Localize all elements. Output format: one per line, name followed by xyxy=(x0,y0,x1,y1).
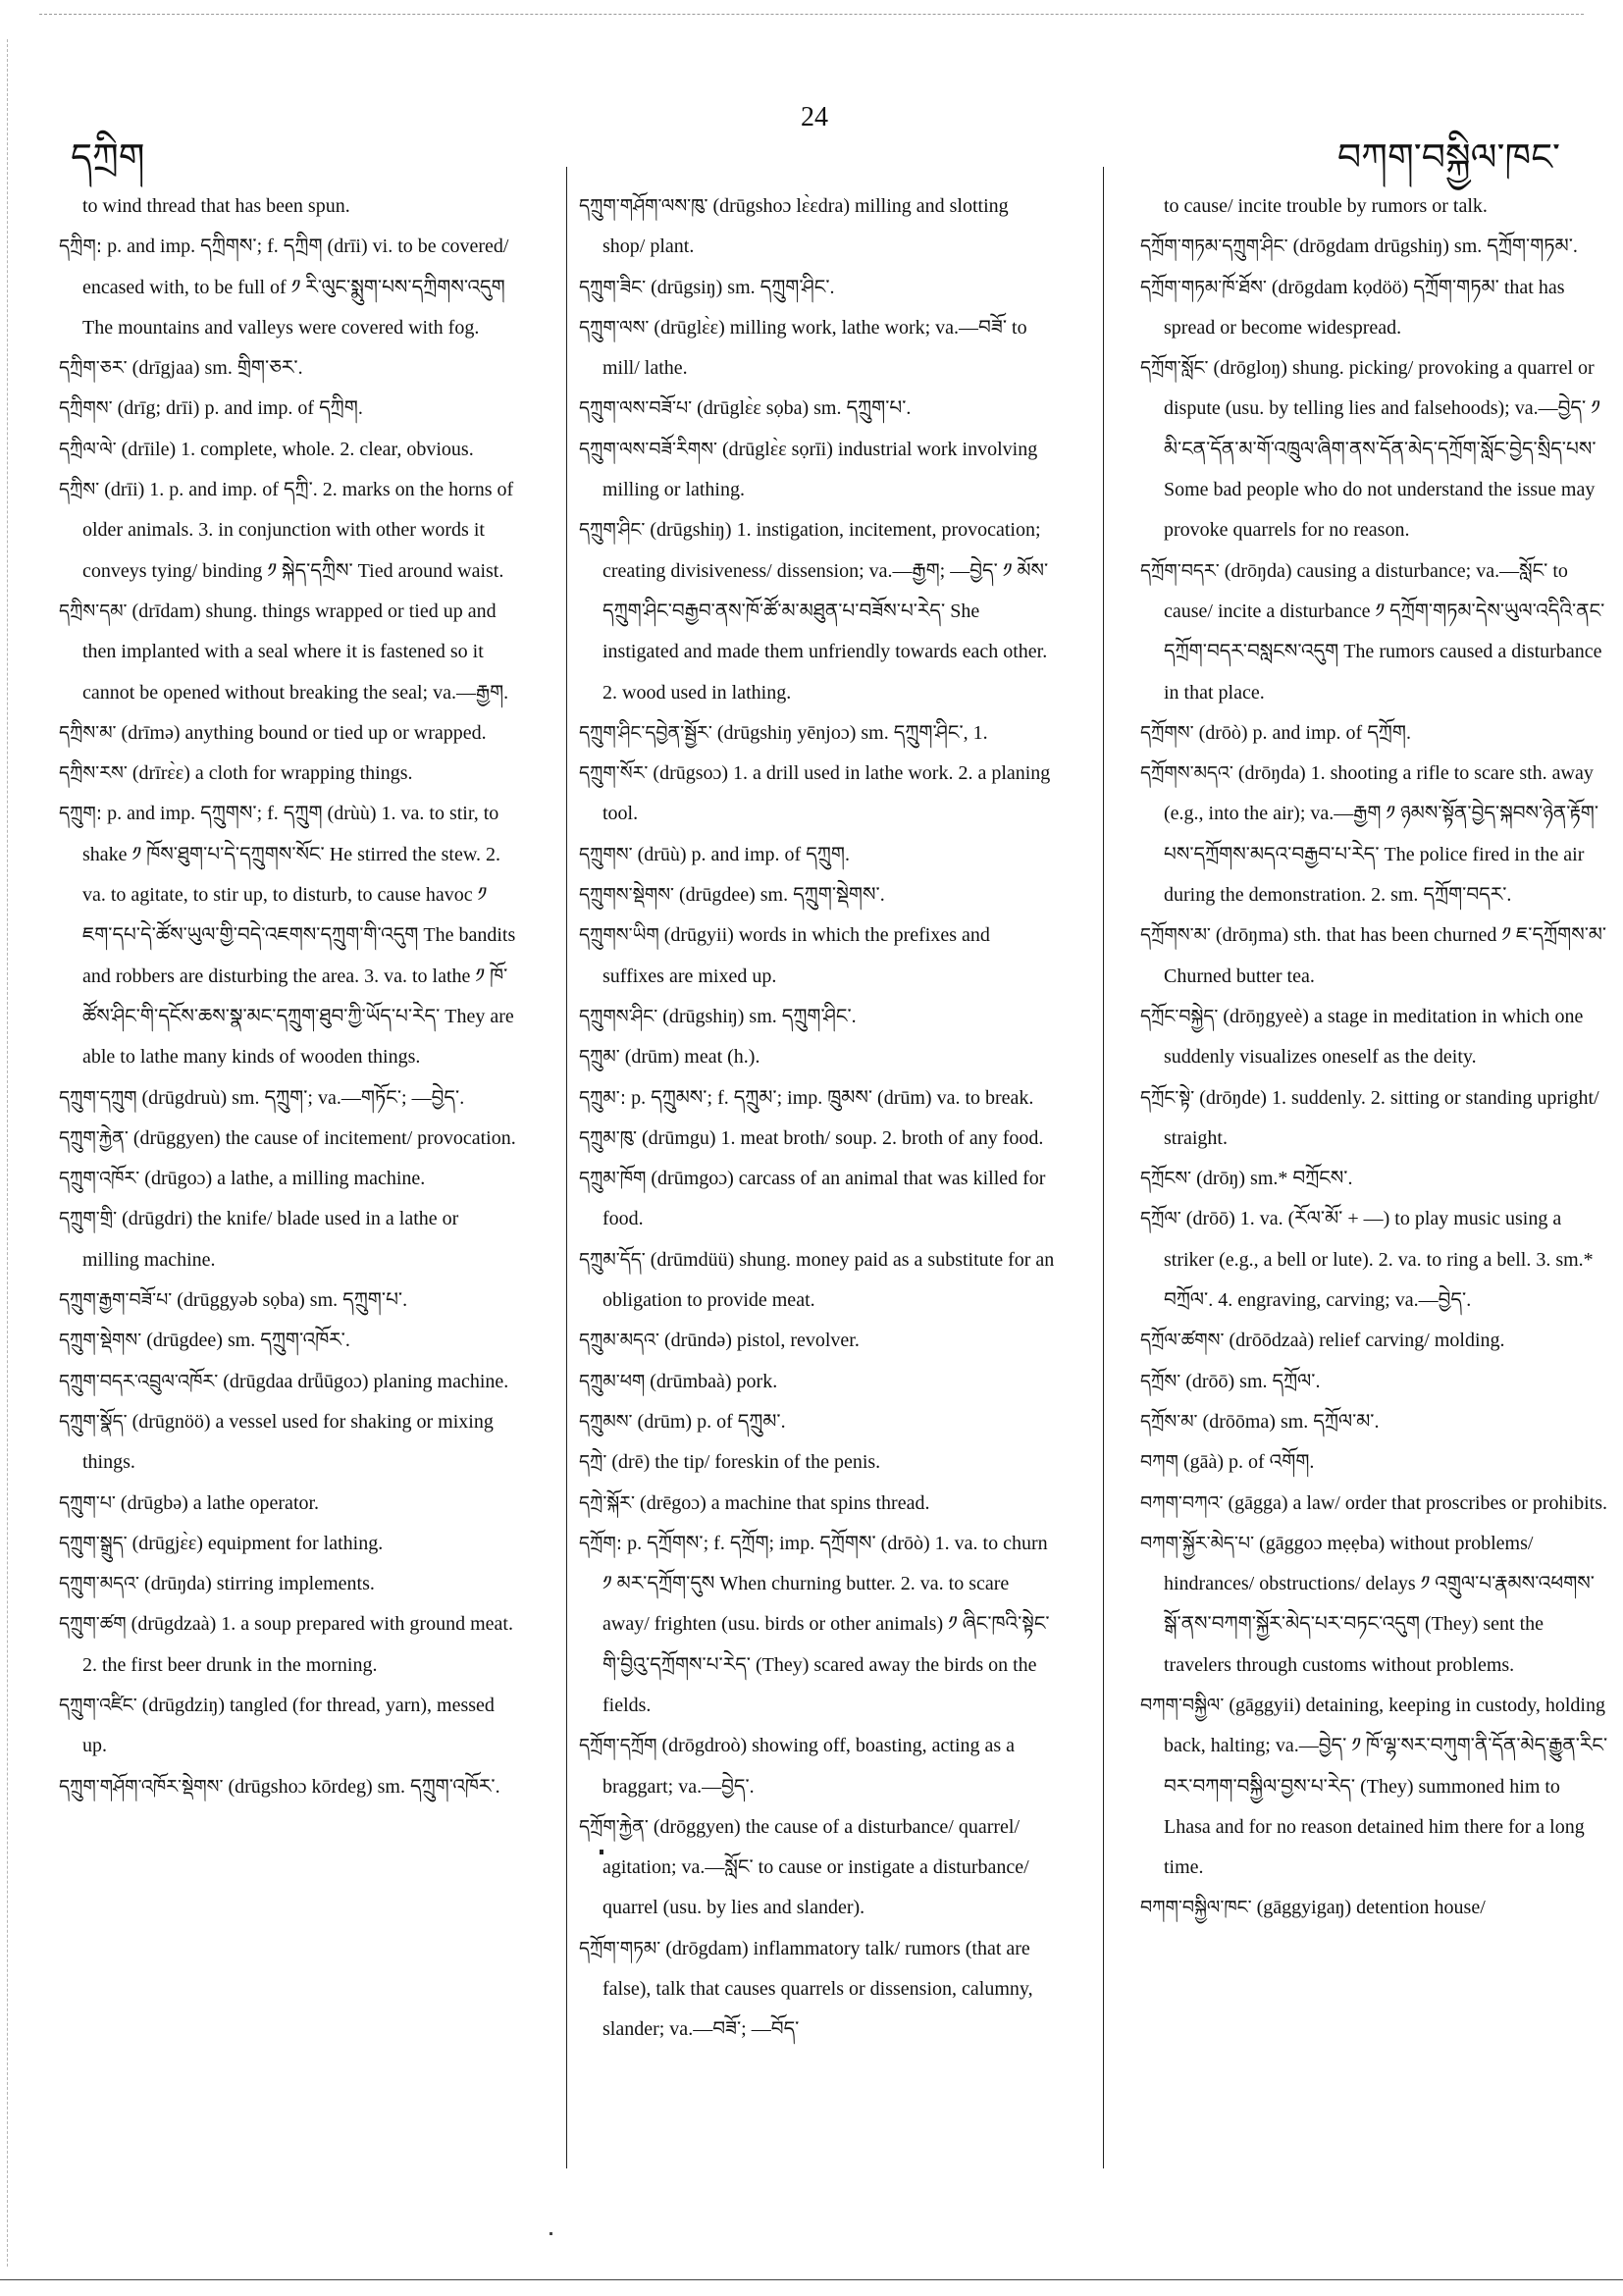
dictionary-entry xyxy=(579,1362,1055,1402)
definition-text: (drīi) 1. p. and imp. of དཀྲི་. 2. marks on the horns of older animals. 3. in conjunction with other words it conveys tying/ binding ༡ སྐེད་དཀྲིས་ Tied around waist. xyxy=(82,479,514,582)
dictionary-entry xyxy=(579,1726,1055,1807)
headword: དཀྲིག: xyxy=(59,235,103,258)
headword: དཀྲིས་རས་ xyxy=(59,762,128,785)
headword: དཀྲིས་དམ་ xyxy=(59,600,128,622)
definition-text: (drūgdruù) sm. དཀྲུག་; va.—གཏོང་; —བྱེད་. xyxy=(141,1086,465,1109)
dictionary-entry xyxy=(59,348,520,389)
headword: དཀྲུག་འཛིང་ xyxy=(59,1694,137,1716)
definition-text: (drōōma) sm. དཀྲོལ་མ་. xyxy=(1202,1410,1380,1433)
dictionary-entry xyxy=(579,510,1055,712)
dictionary-entry xyxy=(579,1484,1055,1524)
dictionary-entry xyxy=(59,1119,520,1159)
dictionary-entry xyxy=(59,794,520,1077)
definition-text: (drūgsiŋ) sm. དཀྲུག་ཤིང་. xyxy=(651,276,835,298)
headword: དཀྲུག་མདའ་ xyxy=(59,1573,140,1595)
dictionary-entry xyxy=(59,470,520,592)
definition-text: (drūŋda) stirring implements. xyxy=(144,1573,375,1595)
headword: བཀག་བཀའ་ xyxy=(1140,1491,1224,1514)
headword: དཀྲུག་ལས་བཟོ་རིགས་ xyxy=(579,438,717,460)
column-divider xyxy=(566,167,567,2168)
headword: དཀྲུམ་ xyxy=(579,1046,620,1069)
dictionary-entry xyxy=(579,754,1055,835)
dictionary-entry xyxy=(579,1159,1055,1240)
definition-text: (drūgdee) sm. དཀྲུག་སྡེགས་. xyxy=(679,884,885,907)
headword: དཀྲུག་པ་ xyxy=(59,1491,116,1514)
dictionary-entry xyxy=(1140,1078,1611,1160)
headword: དཀྲོག་བདར་ xyxy=(1140,559,1220,582)
dictionary-column-1 xyxy=(59,186,520,1807)
definition-text: (drūgshiŋ) 1. instigation, incitement, provocation; creating divisiveness/ dissension; va.—རྒྱག; —བྱེད་ ༡ མོས་དཀྲུག་ཤིང་བརྒྱབ་ནས་ཁོ་ཚོ་མ་མཐུན་པ་བཟོས་པ་རེད་ She instigated and made them unfriendly towards each other. 2. wood used in lathing. xyxy=(602,519,1049,704)
dictionary-entry xyxy=(1140,1686,1611,1888)
dictionary-entry xyxy=(579,1119,1055,1159)
dictionary-entry xyxy=(1140,268,1611,349)
dictionary-entry xyxy=(1140,1199,1611,1321)
headword: དཀྲུམ་ཁུ་ xyxy=(579,1126,637,1149)
headword: དཀྲུགས་ཡིག xyxy=(579,924,659,947)
dictionary-entry xyxy=(579,1929,1055,2051)
headword: དཀྲུགས་ xyxy=(579,843,633,865)
definition-text: (drūgnöö) a vessel used for shaking or mixing things. xyxy=(82,1410,494,1474)
headword: དཀྲོག་གཏམ་དཀྲུག་ཤིང་ xyxy=(1140,235,1288,258)
headword: དཀྲོག་སློང་ xyxy=(1140,357,1209,380)
definition-text: (drūù) p. and imp. of དཀྲུག. xyxy=(637,843,850,865)
definition-text: (drūgdaa drǖūgoɔ) planing machine. xyxy=(223,1370,509,1392)
definition-text: (drēgoɔ) a machine that spins thread. xyxy=(640,1491,930,1514)
headword: དཀྲོས་ xyxy=(1140,1370,1181,1392)
definition-text: (drūmbaà) pork. xyxy=(650,1370,778,1392)
dictionary-entry xyxy=(59,1484,520,1524)
definition-text: (drūglɛ̀ɛ sọba) sm. དཀྲུག་པ་. xyxy=(697,397,912,420)
dictionary-entry xyxy=(1140,227,1611,267)
headword: དཀྲུག་སྣོད་ xyxy=(59,1410,128,1433)
dictionary-entry xyxy=(579,1442,1055,1483)
headword: དཀྲོས་མ་ xyxy=(1140,1410,1198,1433)
headword: དཀྲོལ་ xyxy=(1140,1208,1181,1230)
headword: དཀྲོག: xyxy=(579,1532,623,1554)
headword: དཀྲུག་འཁོར་ xyxy=(59,1168,140,1190)
definition-text: (drīgjaa) sm. གྲིག་ཅར་. xyxy=(131,357,303,380)
headword: དཀྲོག་དཀྲོག xyxy=(579,1735,657,1757)
headword: དཀྲིས་མ་ xyxy=(59,721,117,744)
column-divider xyxy=(1103,167,1104,2168)
dictionary-entry xyxy=(1140,754,1611,915)
dictionary-entry xyxy=(579,1402,1055,1442)
definition-text: (drīmə) anything bound or tied up or wrapped. xyxy=(121,721,487,744)
dictionary-entry xyxy=(59,227,520,348)
headword: དཀྲོངས་ xyxy=(1140,1168,1192,1190)
definition-text: (drūgshoɔ kōrdeg) sm. དཀྲུག་འཁོར་. xyxy=(228,1775,500,1798)
headword: དཀྲོལ་ཚགས་ xyxy=(1140,1330,1225,1352)
definition-text: (gāà) p. of འགོག. xyxy=(1182,1451,1315,1474)
headword: དཀྲོག་གཏམ་ xyxy=(579,1937,661,1959)
headword: དཀྲོགས་མ་ xyxy=(1140,924,1211,947)
dictionary-entry xyxy=(1140,1442,1611,1483)
headword: དཀྲིལ་ལེ་ xyxy=(59,438,117,460)
definition-text: (drūggyəb sọba) sm. དཀྲུག་པ་. xyxy=(177,1289,408,1312)
dictionary-entry xyxy=(579,1807,1055,1929)
headword: དཀྲུམ་ཕག xyxy=(579,1370,646,1392)
dictionary-entry xyxy=(579,915,1055,997)
definition-text: (gāggyii) detaining, keeping in custody, holding back, halting; va.—བྱེད་ ༡ ཁོ་ལྷ་སར་བཀུག་ནི་དོན་མེད་རྒྱུན་རིང་བར་བཀག་བསྐྱིལ་བྱས་པ་རེད་ (They) summoned him to Lhasa and for no reason detained him there for a long time. xyxy=(1164,1694,1608,1879)
dictionary-entry xyxy=(59,1767,520,1807)
definition-text: (drōŋda) causing a disturbance; va.—སློང་ to cause/ incite a disturbance ༡ དཀྲོག་གཏམ་དེས་ཡུལ་འདིའི་ནང་དཀྲོག་བདར་བསླངས་འདུག The rumors caused a disturbance in that place. xyxy=(1164,559,1605,704)
page-top-rule xyxy=(39,14,1584,15)
headword: དཀྲུག་ཟིང་ xyxy=(579,276,647,298)
dictionary-entry xyxy=(579,1037,1055,1077)
dictionary-entry xyxy=(579,875,1055,915)
dictionary-entry xyxy=(579,186,1055,268)
headword: དཀྲུམ་ཁོག xyxy=(579,1168,647,1190)
headword: དཀྲུག་གྲི་ xyxy=(59,1208,118,1230)
definition-text: (drōgdam drūgshiŋ) sm. དཀྲོག་གཏམ་. xyxy=(1292,235,1578,258)
dictionary-entry xyxy=(59,1159,520,1199)
headword: དཀྲུམ་དོད་ xyxy=(579,1248,646,1271)
definition-text: (drūm) meat (h.). xyxy=(624,1046,760,1069)
definition-text: (drūglɛ̀ɛ sọrīi) industrial work involving milling or lathing. xyxy=(602,438,1038,501)
headword: དཀྲུག་སྒྲུད་ xyxy=(59,1532,128,1554)
dictionary-entry xyxy=(579,1524,1055,1726)
headword: དཀྲུག་དཀྲུག xyxy=(59,1086,137,1109)
dictionary-entry xyxy=(579,997,1055,1037)
headword: དཀྲེ་ xyxy=(579,1451,607,1474)
definition-text: (drūggyen) the cause of incitement/ provocation. xyxy=(132,1126,516,1149)
definition-text: (drē) the tip/ foreskin of the penis. xyxy=(611,1451,881,1474)
definition-text: (drōŋda) 1. shooting a rifle to scare sth. away (e.g., into the air); va.—རྒྱག ༡ ཉམས་སྟོན་བྱེད་སྐབས་ཉེན་རྟོག་པས་དཀྲོགས་མདའ་བརྒྱབ་པ་རེད་ The police fired in the air during the demonstration. 2. sm. དཀྲོག་བདར་. xyxy=(1164,762,1599,907)
definition-text: (drūgyii) words in which the prefixes and suffixes are mixed up. xyxy=(602,924,990,987)
definition-text: (drūgoɔ) a lathe, a milling machine. xyxy=(144,1168,426,1190)
headword: དཀྲུག་གཤོག་འཁོར་སྡེགས་ xyxy=(59,1775,224,1798)
headword: དཀྲིག་ཅར་ xyxy=(59,357,128,380)
definition-text: (drūgdziŋ) tangled (for thread, yarn), messed up. xyxy=(82,1694,495,1757)
page-bottom-rule xyxy=(0,2279,1623,2280)
definition-text: (drōgloŋ) shung. picking/ provoking a quarrel or dispute (usu. by telling lies and falsehoods); va.—བྱེད་ ༡ མི་ངན་དོན་མ་གོ་འཁྲུལ་ཞིག་ནས་དོན་མེད་དཀྲོག་སློང་བྱེད་སྲིད་པས་ Some bad people who do not understand the issue may provoke quarrels for no reason. xyxy=(1164,357,1600,542)
headword: དཀྲོག་རྐྱེན་ xyxy=(579,1815,649,1838)
dictionary-entry xyxy=(579,835,1055,875)
headword: དཀྲོགས་ xyxy=(1140,721,1194,744)
definition-text: (drūmdüü) shung. money paid as a substitute for an obligation to provide meat. xyxy=(602,1248,1055,1312)
dictionary-column-3 xyxy=(1140,186,1611,1929)
headword: དཀྲུག་ལས་བཟོ་པ་ xyxy=(579,397,693,420)
stray-mark xyxy=(550,2232,552,2235)
definition-text: (drūgdee) sm. དཀྲུག་འཁོར་. xyxy=(146,1330,350,1352)
definition-text: p. དཀྲོགས་; f. དཀྲོག; imp. དཀྲོགས་ (drōò) 1. va. to churn ༡ མར་དཀྲོག་དུས When churning butter. 2. va. to scare away/ frighten (usu. birds or other animals) ༡ ཞིང་ཁའི་སྟེང་གི་བྱིའུ་དཀྲོགས་པ་རེད་ (They) scared away the birds on the fields. xyxy=(602,1532,1050,1716)
dictionary-entry xyxy=(579,1240,1055,1322)
definition-text: (drīile) 1. complete, whole. 2. clear, obvious. xyxy=(121,438,474,460)
definition-text: (drōgdroò) showing off, boasting, acting as a braggart; va.—བྱེད་. xyxy=(602,1735,1016,1798)
headword: དཀྲོང་བསྐྱེད་ xyxy=(1140,1005,1219,1027)
headword: དཀྲོང་སྟེ་ xyxy=(1140,1086,1195,1109)
definition-text: to wind thread that has been spun. xyxy=(82,195,350,217)
definition-text: (gāggoɔ mẹẹba) without problems/ hindrances/ obstructions/ delays ༡ འགྲུལ་པ་རྣམས་འཕགས་སྒོ་ནས་བཀག་སྐྱོར་མེད་པར་བཏང་འདུག (They) sent the travelers through customs without problems. xyxy=(1164,1532,1595,1676)
definition-text: (drūndə) pistol, revolver. xyxy=(664,1330,860,1352)
running-head-right: བཀག་བསྐྱིལ་ཁང་ xyxy=(1336,135,1560,179)
page-left-rule xyxy=(7,39,8,2267)
dictionary-entry xyxy=(59,1402,520,1484)
definition-text: (drūm) p. of དཀྲུམ་. xyxy=(637,1410,786,1433)
headword: དཀྲུམ་: xyxy=(579,1086,627,1109)
headword: དཀྲུགས་ཤིང་ xyxy=(579,1005,658,1027)
definition-text: (drūgshiŋ) sm. དཀྲུག་ཤིང་. xyxy=(662,1005,857,1027)
headword: བཀག་བསྐྱིལ་ xyxy=(1140,1694,1225,1716)
headword: དཀྲེ་སྐོར་ xyxy=(579,1491,636,1514)
dictionary-entry xyxy=(59,389,520,429)
dictionary-entry xyxy=(1140,1888,1611,1928)
headword: དཀྲུག་ཚག xyxy=(59,1613,127,1636)
dictionary-entry xyxy=(1140,1402,1611,1442)
dictionary-entry xyxy=(1140,1159,1611,1199)
definition-text: (drūgshoɔ lɛ̀ɛdra) milling and slotting shop/ plant. xyxy=(602,195,1009,258)
definition-text: p. and imp. དཀྲིགས་; f. དཀྲིག (drīi) vi. to be covered/ encased with, to be full of ༡ རི་ལུང་སྨུག་པས་དཀྲིགས་འདུག The mountains and valleys were covered with fog. xyxy=(82,235,509,339)
dictionary-entry xyxy=(59,713,520,754)
definition-text: p. and imp. དཀྲུགས་; f. དཀྲུག (drùù) 1. va. to stir, to shake ༡ ཁོས་ཐུག་པ་དེ་དཀྲུགས་སོང་ He stirred the stew. 2. va. to agitate, to stir up, to disturb, to cause havoc ༡ ཇག་དཔ་དེ་ཚོས་ཡུལ་གྱི་བདེ་འཇགས་དཀྲུག་གི་འདུག The bandits and robbers are disturbing the area. 3. va. to lathe ༡ ཁོ་ཚོས་ཤིང་གི་དངོས་ཆས་སྣ་མང་དཀྲུག་ཐུབ་ཀྱི་ཡོད་པ་རེད་ They are able to lathe many kinds of wooden things. xyxy=(82,803,516,1069)
dictionary-entry xyxy=(1140,1524,1611,1686)
headword: དཀྲིས་ xyxy=(59,479,100,501)
definition-text: (gāggyigaŋ) detention house/ xyxy=(1256,1897,1486,1919)
headword: དཀྲུམ་མདའ་ xyxy=(579,1330,660,1352)
dictionary-entry xyxy=(1140,915,1611,997)
dictionary-entry xyxy=(59,1280,520,1321)
definition-text: (drīg; drīi) p. and imp. of དཀྲིག. xyxy=(117,397,363,420)
definition-text: (drōgdam) inflammatory talk/ rumors (that are false), talk that causes quarrels or dissension, calumny, slander; va.—བཟོ་; —བོད་ xyxy=(602,1937,1033,2041)
headword: དཀྲུག་ལས་ xyxy=(579,316,650,339)
headword: དཀྲུག་རྐྱེན་ xyxy=(59,1126,129,1149)
stray-mark xyxy=(600,1850,603,1854)
definition-text: (drūgjɛ̀ɛ) equipment for lathing. xyxy=(131,1532,384,1554)
definition-text: (gāgga) a law/ order that proscribes or prohibits. xyxy=(1228,1491,1607,1514)
dictionary-entry xyxy=(579,308,1055,390)
dictionary-entry xyxy=(59,1604,520,1686)
running-head-left: དཀྲིག xyxy=(71,135,145,179)
headword: དཀྲུག་བདར་འབྲུལ་འཁོར་ xyxy=(59,1370,219,1392)
dictionary-entry xyxy=(579,713,1055,754)
headword: བཀག་སྐྱོར་མེད་པ་ xyxy=(1140,1532,1255,1554)
definition-text: (drūgshiŋ yēnjoɔ) sm. དཀྲུག་ཤིང་, 1. xyxy=(716,721,988,744)
headword: བཀག xyxy=(1140,1451,1178,1474)
headword: དཀྲིགས་ xyxy=(59,397,113,420)
headword: དཀྲུམས་ xyxy=(579,1410,633,1433)
dictionary-column-2 xyxy=(579,186,1055,2051)
dictionary-entry xyxy=(1140,997,1611,1078)
definition-text: (drōggyen) the cause of a disturbance/ quarrel/ agitation; va.—སློང་ to cause or instigate a disturbance/ quarrel (usu. by lies and slander). xyxy=(602,1815,1029,1919)
dictionary-entry xyxy=(1140,1362,1611,1402)
definition-text: (drūglɛ̀ɛ) milling work, lathe work; va.—བཟོ་ to mill/ lathe. xyxy=(602,316,1027,380)
headword: དཀྲུག་ཤིང་ xyxy=(579,519,646,542)
headword: དཀྲོག་གཏམ་ཁོ་ཐོས་ xyxy=(1140,276,1267,298)
headword: དཀྲུགས་སྡེགས་ xyxy=(579,884,675,907)
definition-text: (drōō) 1. va. (རོལ་མོ་ + —) to play music using a striker (e.g., a bell or lute). 2. va. to ring a bell. 3. sm.* བཀྲོལ་. 4. engraving, carving; va.—བྱེད་. xyxy=(1164,1208,1594,1312)
definition-text: (drōŋma) sth. that has been churned ༡ ཇ་དཀྲོགས་མ་ Churned butter tea. xyxy=(1164,924,1607,987)
dictionary-entry xyxy=(59,1524,520,1564)
dictionary-entry xyxy=(1140,551,1611,713)
entry-continuation xyxy=(1140,186,1611,227)
definition-text: to cause/ incite trouble by rumors or talk. xyxy=(1164,195,1488,217)
dictionary-entry xyxy=(59,1078,520,1119)
headword: དཀྲུག་ཤིང་དབྱེན་སྦྱོར་ xyxy=(579,721,712,744)
headword: དཀྲུག: xyxy=(59,803,103,825)
definition-text: (drīrɛ̀ɛ) a cloth for wrapping things. xyxy=(131,762,413,785)
definition-text: p. དཀྲུམས་; f. དཀྲུམ་; imp. ཁྲུམས་ (drūm) va. to break. xyxy=(631,1086,1034,1109)
dictionary-entry xyxy=(59,1564,520,1604)
dictionary-entry xyxy=(59,754,520,794)
dictionary-entry xyxy=(59,1321,520,1361)
dictionary-entry xyxy=(59,592,520,713)
definition-text: (drūgsoɔ) 1. a drill used in lathe work. 2. a planing tool. xyxy=(602,762,1051,825)
dictionary-entry xyxy=(579,430,1055,511)
dictionary-entry xyxy=(579,1078,1055,1119)
definition-text: (drūmgoɔ) carcass of an animal that was killed for food. xyxy=(602,1168,1046,1230)
definition-text: (drōōdzaà) relief carving/ molding. xyxy=(1229,1330,1505,1352)
dictionary-entry xyxy=(1140,1484,1611,1524)
dictionary-entry xyxy=(579,268,1055,308)
definition-text: (drōò) p. and imp. of དཀྲོག. xyxy=(1198,721,1411,744)
definition-text: (drūgbə) a lathe operator. xyxy=(120,1491,320,1514)
headword: དཀྲུག་སྡེགས་ xyxy=(59,1330,142,1352)
entry-continuation xyxy=(59,186,520,227)
dictionary-entry xyxy=(59,1362,520,1402)
definition-text: (drūgdri) the knife/ blade used in a lathe or milling machine. xyxy=(82,1208,459,1271)
definition-text: (drūgdzaà) 1. a soup prepared with ground meat. 2. the first beer drunk in the morning. xyxy=(82,1613,513,1676)
dictionary-entry xyxy=(579,1321,1055,1361)
dictionary-entry xyxy=(59,1199,520,1280)
definition-text: (drūmgu) 1. meat broth/ soup. 2. broth of any food. xyxy=(642,1126,1044,1149)
headword: དཀྲོགས་མདའ་ xyxy=(1140,762,1233,785)
dictionary-entry xyxy=(1140,713,1611,754)
page-number: 24 xyxy=(801,102,828,132)
dictionary-entry xyxy=(1140,1321,1611,1361)
definition-text: (drōō) sm. དཀྲོལ་. xyxy=(1185,1370,1321,1392)
definition-text: (drōŋ) sm.* བཀྲོངས་. xyxy=(1196,1168,1353,1190)
definition-text: (drōŋde) 1. suddenly. 2. sitting or standing upright/ straight. xyxy=(1164,1086,1599,1149)
headword: དཀྲུག་གཤོག་ལས་ཁུ་ xyxy=(579,195,708,217)
definition-text: (drōŋgyeè) a stage in meditation in which one suddenly visualizes oneself as the deity. xyxy=(1164,1005,1584,1069)
headword: དཀྲུག་སོར་ xyxy=(579,762,649,785)
dictionary-entry xyxy=(59,1686,520,1767)
headword: བཀག་བསྐྱིལ་ཁང་ xyxy=(1140,1897,1252,1919)
headword: དཀྲུག་རྒྱག་བཟོ་པ་ xyxy=(59,1289,173,1312)
dictionary-entry xyxy=(1140,348,1611,550)
definition-text: (drīdam) shung. things wrapped or tied up and then implanted with a seal where it is fastened so it cannot be opened without breaking the seal; va.—རྒྱག. xyxy=(82,600,509,704)
dictionary-entry xyxy=(59,430,520,470)
definition-text: (drōgdam kọdöö) དཀྲོག་གཏམ་ that has spread or become widespread. xyxy=(1164,276,1565,339)
dictionary-entry xyxy=(579,389,1055,429)
